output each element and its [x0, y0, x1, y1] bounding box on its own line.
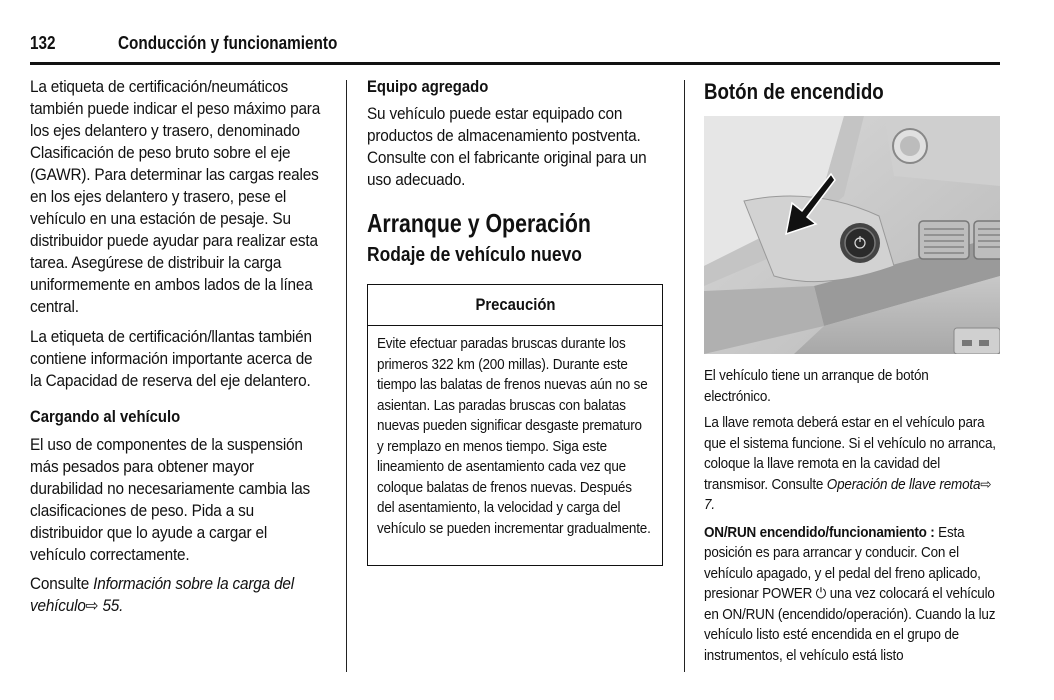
caution-title [368, 285, 662, 326]
text: una vez colocará el vehículo en ON/RUN (encendido/operación). Cuando la luz vehículo listo esté encendida en el grupo de instrumentos, el vehículo está listo [704, 586, 996, 664]
page-ref: 55. [102, 597, 124, 615]
paragraph: La etiqueta de certificación/llantas también contiene información importante acerca de la Capacidad de reserva del eje delantero. [30, 328, 313, 390]
start-button-photo [704, 116, 1000, 354]
term-on-run: ON/RUN encendido/funcionamiento : [704, 524, 939, 541]
text: La llave remota deberá estar en el vehículo para que el sistema funcione. Si el vehículo no arranca, coloque la llave remota en la cavidad del transmisor. Consulte [704, 415, 996, 493]
reference-link[interactable]: Información sobre la carga del vehículo [30, 575, 294, 615]
page-header [30, 30, 1000, 60]
page-number: 132 [30, 33, 56, 53]
subheading-equipment: Equipo agregado [367, 78, 489, 96]
column-2 [367, 76, 667, 537]
column-divider [684, 80, 685, 672]
column-3 [704, 76, 1004, 664]
header-rule [30, 62, 1000, 65]
paragraph: El vehículo tiene un arranque de botón electrónico. [704, 368, 929, 405]
heading-start-operation: Arranque y Operación [367, 208, 591, 238]
arrow-icon: ⇨ [980, 476, 992, 493]
cross-reference [30, 573, 325, 617]
subheading-loading: Cargando al vehículo [30, 408, 181, 426]
power-icon: ⏻ [815, 586, 827, 602]
arrow-icon: ⇨ [85, 597, 99, 615]
section-title: Conducción y funcionamiento [118, 33, 338, 53]
paragraph: El uso de componentes de la suspensión más pesados para obtener mayor durabilidad no necesariamente cambia las clasificaciones de peso. Pida a su distribuidor que lo ayude a cargar el vehículo correctamente. [30, 436, 311, 564]
column-divider [346, 80, 347, 672]
paragraph [704, 523, 999, 667]
paragraph: La etiqueta de certificación/neumáticos también puede indicar el peso máximo para los ejes delantero y trasero, denominado Clasificación de peso bruto sobre el eje (GAWR). Para determinar las cargas reales en los ejes delantero y trasero, pese el vehículo en una estación de pesaje. Su distribuidor puede ayudar para realizar esta tarea. Asegúrese de distribuir la carga uniformemente en ambos lados de la línea central. [30, 78, 321, 316]
heading-ignition-button: Botón de encendido [704, 79, 884, 104]
text: Esta posición es para arrancar y conducir. Con el vehículo apagado, y el pedal del freno aplicado, presionar POWER [704, 524, 981, 602]
column-1 [30, 76, 326, 617]
page-ref: 7. [704, 497, 715, 513]
caution-text: Evite efectuar paradas bruscas durante los primeros 322 km (200 millas). Durante este tiempo las balatas de frenos nuevas aún no se asientan. Las paradas bruscas con balatas nuevas pueden significar desgaste prematuro y remplazo en menos tiempo. Siga este lineamiento de asentamiento cada vez que coloque balatas de frenos nuevas. Después del asentamiento, la velocidad y carga del vehículo se pueden incrementar gradualmente. [377, 336, 651, 537]
reference-link[interactable]: Operación de llave remota [826, 476, 981, 493]
paragraph: Su vehículo puede estar equipado con productos de almacenamiento postventa. Consulte con el fabricante original para un uso adecuado. [367, 105, 647, 189]
caution-label: Precaución [474, 296, 556, 314]
heading-break-in: Rodaje de vehículo nuevo [367, 243, 582, 266]
text: Consulte [30, 575, 94, 593]
caution-box [367, 284, 663, 566]
paragraph [704, 413, 999, 516]
